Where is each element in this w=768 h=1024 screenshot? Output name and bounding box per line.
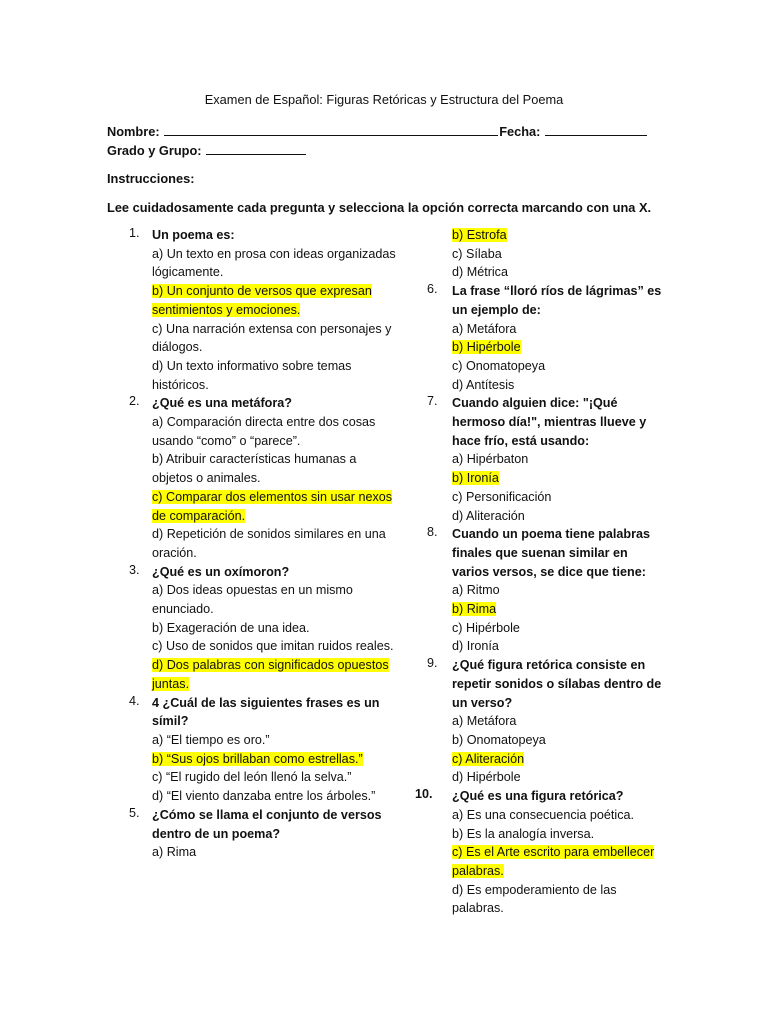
option-correct[interactable]: d) Dos palabras con significados opuestos juntas.	[152, 658, 389, 691]
question-number: 5.	[129, 805, 140, 820]
option[interactable]: c) Hipérbole	[452, 620, 520, 635]
question-5	[107, 806, 397, 862]
option-correct[interactable]: c) Comparar dos elementos sin usar nexos de comparación.	[152, 489, 393, 523]
option[interactable]: a) Comparación directa entre dos cosas usando “como” o “parece”.	[152, 415, 376, 448]
option[interactable]: d) Un texto informativo sobre temas históricos.	[152, 358, 352, 392]
page-title: Examen de Español: Figuras Retóricas y Estructura del Poema	[204, 92, 564, 107]
option[interactable]: d) Aliteración	[452, 508, 525, 523]
option-correct[interactable]: b) Estrofa	[452, 228, 507, 242]
name-date-row	[107, 124, 648, 139]
question-2	[107, 394, 397, 562]
option-correct[interactable]: c) Aliteración	[452, 751, 525, 766]
question-number: 8.	[427, 525, 438, 540]
question-5-continued	[415, 226, 665, 282]
fecha-blank[interactable]	[545, 124, 647, 136]
question-stem: ¿Qué es una figura retórica?	[452, 789, 624, 804]
question-7	[415, 394, 665, 525]
option[interactable]: c) Personificación	[452, 489, 552, 504]
option[interactable]: c) Uso de sonidos que imitan ruidos reales.	[152, 639, 394, 654]
grado-blank[interactable]	[206, 143, 306, 155]
question-10	[415, 787, 665, 918]
question-9	[415, 656, 665, 787]
question-number: 6.	[427, 282, 438, 297]
question-number: 7.	[427, 394, 438, 409]
question-number: 1.	[129, 226, 140, 240]
left-column	[107, 226, 397, 862]
option-correct[interactable]: c) Es el Arte escrito para embellecer palabras.	[452, 845, 655, 878]
option[interactable]: d) “El viento danzaba entre los árboles.”	[152, 789, 376, 804]
option[interactable]: a) Hipérbaton	[452, 452, 529, 467]
option-correct[interactable]: b) “Sus ojos brillaban como estrellas.”	[152, 751, 363, 766]
option[interactable]: b) Es la analogía inversa.	[452, 826, 595, 841]
fecha-label: Fecha:	[499, 124, 541, 139]
right-column	[415, 226, 665, 918]
option[interactable]: c) Una narración extensa con personajes y diálogos.	[152, 321, 392, 355]
option-correct[interactable]: b) Hipérbole	[452, 340, 521, 355]
question-stem: Un poema es:	[152, 228, 235, 242]
instructions-heading: Instrucciones:	[107, 171, 195, 186]
option[interactable]: a) Metáfora	[452, 321, 517, 336]
question-number: 4.	[129, 693, 140, 708]
question-stem: 4 ¿Cuál de las siguientes frases es un símil?	[152, 695, 380, 729]
question-number: 9.	[427, 656, 438, 671]
option[interactable]: a) Ritmo	[452, 583, 500, 598]
question-6	[415, 282, 665, 394]
option[interactable]: b) Exageración de una idea.	[152, 620, 310, 635]
question-8	[415, 525, 665, 656]
instructions-text: Lee cuidadosamente cada pregunta y selecciona la opción correcta marcando con una X.	[107, 200, 652, 215]
question-number: 10.	[415, 787, 433, 802]
option-correct[interactable]: b) Rima	[452, 602, 497, 617]
question-stem: La frase “lloró ríos de lágrimas” es un ejemplo de:	[452, 284, 662, 317]
question-stem: Cuando un poema tiene palabras finales que suenan similar en varios versos, se dice que tiene:	[452, 527, 651, 579]
option[interactable]: a) Un texto en prosa con ideas organizadas lógicamente.	[152, 246, 396, 280]
option[interactable]: b) Onomatopeya	[452, 732, 546, 747]
question-number: 3.	[129, 562, 140, 577]
grado-label: Grado y Grupo:	[107, 143, 202, 158]
question-stem: ¿Qué es un oxímoron?	[152, 564, 290, 579]
grado-row	[107, 143, 307, 158]
nombre-blank[interactable]	[164, 124, 498, 136]
question-4	[107, 694, 397, 806]
option[interactable]: c) “El rugido del león llenó la selva.”	[152, 770, 352, 785]
option[interactable]: d) Ironía	[452, 639, 499, 654]
question-3	[107, 563, 397, 694]
nombre-label: Nombre:	[107, 124, 160, 139]
option[interactable]: b) Atribuir características humanas a objetos o animales.	[152, 452, 357, 486]
option[interactable]: c) Onomatopeya	[452, 358, 546, 373]
option[interactable]: d) Repetición de sonidos similares en una oración.	[152, 527, 386, 560]
question-1	[107, 226, 397, 394]
option[interactable]: a) Dos ideas opuestas en un mismo enunciado.	[152, 583, 353, 617]
option[interactable]: d) Antítesis	[452, 377, 515, 392]
question-stem: ¿Qué es una metáfora?	[152, 396, 292, 411]
option[interactable]: c) Sílaba	[452, 246, 502, 261]
option[interactable]: d) Hipérbole	[452, 770, 521, 785]
question-number: 2.	[129, 394, 140, 409]
question-stem: ¿Cómo se llama el conjunto de versos dentro de un poema?	[152, 807, 382, 841]
option[interactable]: a) “El tiempo es oro.”	[152, 732, 270, 747]
option[interactable]: d) Métrica	[452, 265, 508, 280]
option-correct[interactable]: b) Ironía	[452, 471, 499, 486]
question-stem: Cuando alguien dice: "¡Qué hermoso día!", mientras llueve y hace frío, está usando:	[452, 396, 647, 448]
option-correct[interactable]: b) Un conjunto de versos que expresan sentimientos y emociones.	[152, 284, 372, 317]
option[interactable]: a) Es una consecuencia poética.	[452, 807, 635, 822]
option[interactable]: a) Metáfora	[452, 714, 517, 729]
question-stem: ¿Qué figura retórica consiste en repetir sonidos o sílabas dentro de un verso?	[452, 658, 662, 710]
option[interactable]: a) Rima	[152, 845, 197, 860]
option[interactable]: d) Es empoderamiento de las palabras.	[452, 882, 617, 916]
